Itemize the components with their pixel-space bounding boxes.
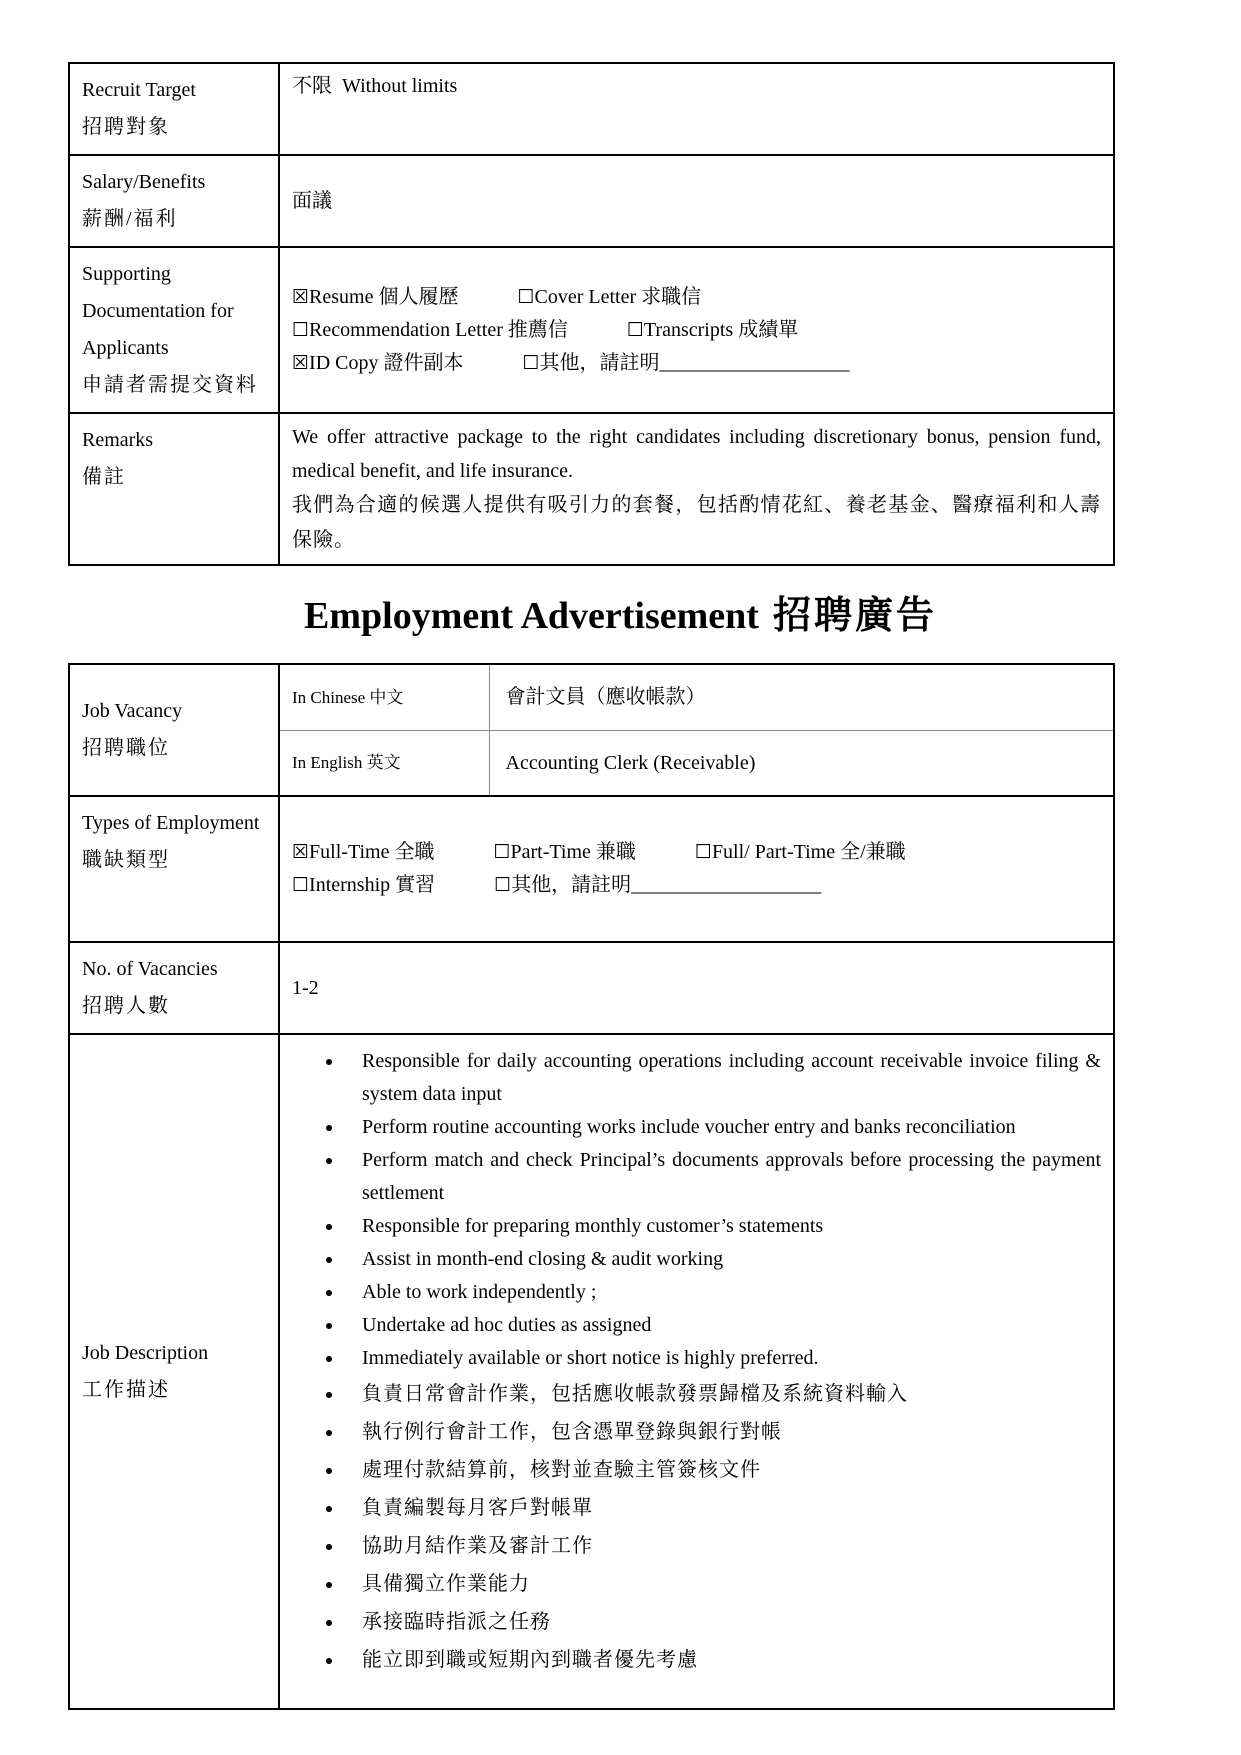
employment-types-options-cell <box>279 796 1114 942</box>
documents-label-zh: 申請者需提交資料 <box>82 374 258 396</box>
job-vacancy-chinese-row <box>69 664 1114 730</box>
job-vacancy-label-en: Job Vacancy <box>82 700 183 723</box>
types-other-checkbox-icon[interactable]: ☐ <box>494 874 512 897</box>
job-bullet-en: • Able to work independently ; <box>344 1276 1101 1309</box>
cover-letter-option-label: Cover Letter 求職信 <box>534 285 702 308</box>
remarks-text-zh: 我們為合適的候選人提供有吸引力的套餐，包括酌情花紅、養老基金、醫療福利和人壽保險。 <box>292 494 1101 551</box>
id-copy-checkbox-icon[interactable]: ☒ <box>292 351 310 374</box>
info-table <box>68 62 1115 566</box>
docs-other-fill-in-line[interactable]: ___________________ <box>659 351 850 374</box>
salary-label <box>69 155 279 247</box>
job-bullet-zh: • 協助月結作業及審計工作 <box>344 1527 1101 1565</box>
recruit-target-value: 不限 Without limits <box>292 75 458 97</box>
option-docs-other <box>523 352 850 374</box>
remarks-label-zh: 備註 <box>82 466 126 488</box>
job-bullet-en: • Immediately available or short notice is highly preferred. <box>344 1342 1101 1375</box>
remarks-label <box>69 413 279 565</box>
recruit-target-row <box>69 63 1114 155</box>
recruit-target-label-zh: 招聘對象 <box>82 116 170 138</box>
option-recommendation <box>292 319 568 341</box>
part-time-checkbox-icon[interactable]: ☐ <box>493 841 511 864</box>
id-copy-option-label: ID Copy 證件副本 <box>309 351 464 374</box>
transcripts-checkbox-icon[interactable]: ☐ <box>626 318 644 341</box>
salary-label-en: Salary/Benefits <box>82 171 206 193</box>
documents-option-line-1 <box>292 281 1101 314</box>
job-bullet-en: • Responsible for daily accounting operations including account receivable invoice filing & system data input <box>344 1045 1101 1111</box>
job-bullet-zh: • 處理付款結算前，核對並查驗主管簽核文件 <box>344 1451 1101 1489</box>
option-cover-letter <box>517 286 701 308</box>
full-time-option-label: Full-Time 全職 <box>309 841 435 864</box>
vacancies-value: 1-2 <box>292 976 319 999</box>
job-bullet-en: • Perform match and check Principal’s documents approvals before processing the payment settlement <box>344 1144 1101 1210</box>
salary-label-zh: 薪酬/福利 <box>82 208 178 230</box>
job-vacancy-label-zh: 招聘職位 <box>82 737 170 760</box>
resume-checkbox-icon[interactable]: ☒ <box>292 285 310 308</box>
job-bullet-en: • Assist in month-end closing & audit working <box>344 1243 1101 1276</box>
remarks-text-en: We offer attractive package to the right candidates including discretionary bonus, pension fund, medical benefit, and life insurance. <box>292 426 1101 482</box>
option-resume <box>292 286 458 308</box>
types-other-option-label: 其他，請註明 <box>511 874 632 897</box>
remarks-value-cell <box>279 413 1114 565</box>
vacancies-row <box>69 942 1114 1034</box>
documents-option-line-2 <box>292 314 1101 347</box>
option-types-other <box>494 874 821 896</box>
part-time-option-label: Part-Time 兼職 <box>510 841 636 864</box>
employment-types-row <box>69 796 1114 942</box>
recommendation-option-label: Recommendation Letter 推薦信 <box>309 318 568 341</box>
job-bullet-en: • Perform routine accounting works include voucher entry and banks reconciliation <box>344 1111 1101 1144</box>
documents-options-cell <box>279 247 1114 413</box>
job-bullet-zh: • 具備獨立作業能力 <box>344 1565 1101 1603</box>
job-description-row <box>69 1034 1114 1709</box>
remarks-row <box>69 413 1114 565</box>
job-bullet-zh: • 承接臨時指派之任務 <box>344 1603 1101 1641</box>
job-description-value-cell <box>279 1034 1114 1709</box>
remarks-label-en: Remarks <box>82 429 154 451</box>
full-time-checkbox-icon[interactable]: ☒ <box>292 841 310 864</box>
option-full-time <box>292 841 434 863</box>
job-vacancy-chinese-sublabel: In Chinese 中文 <box>279 664 489 730</box>
full-part-time-checkbox-icon[interactable]: ☐ <box>694 841 712 864</box>
documents-row <box>69 247 1114 413</box>
salary-value: 面議 <box>292 189 332 212</box>
vacancies-label-zh: 招聘人數 <box>82 995 170 1018</box>
docs-other-checkbox-icon[interactable]: ☐ <box>522 351 540 374</box>
employment-types-line-1 <box>292 836 1101 869</box>
job-vacancy-label <box>69 664 279 796</box>
recruit-target-value-cell <box>279 63 1114 155</box>
recruit-target-label-en: Recruit Target <box>82 79 196 101</box>
job-vacancy-english-value: Accounting Clerk (Receivable) <box>489 730 1114 796</box>
vacancies-label <box>69 942 279 1034</box>
advertisement-table <box>68 663 1115 1710</box>
job-description-label-en: Job Description <box>82 1341 209 1364</box>
resume-option-label: Resume 個人履歷 <box>309 285 459 308</box>
salary-row <box>69 155 1114 247</box>
vacancies-value-cell <box>279 942 1114 1034</box>
transcripts-option-label: Transcripts 成績單 <box>643 318 799 341</box>
option-id-copy <box>292 352 464 374</box>
documents-label-en: Supporting Documentation for Applicants <box>82 263 234 359</box>
job-bullet-en: • Undertake ad hoc duties as assigned <box>344 1309 1101 1342</box>
vacancies-label-en: No. of Vacancies <box>82 958 218 981</box>
docs-other-option-label: 其他，請註明 <box>539 351 660 374</box>
job-vacancy-english-sublabel: In English 英文 <box>279 730 489 796</box>
job-bullet-zh: • 負責編製每月客戶對帳單 <box>344 1489 1101 1527</box>
document-title-zh: 招聘廣告 <box>772 595 937 637</box>
types-other-fill-in-line[interactable]: ___________________ <box>631 874 822 897</box>
job-description-bullet-list <box>292 1045 1101 1679</box>
salary-value-cell <box>279 155 1114 247</box>
option-internship <box>292 874 435 896</box>
recommendation-checkbox-icon[interactable]: ☐ <box>292 318 310 341</box>
full-part-time-option-label: Full/ Part-Time 全/兼職 <box>711 841 906 864</box>
employment-types-line-2 <box>292 869 1101 902</box>
job-description-label-zh: 工作描述 <box>82 1378 170 1401</box>
internship-option-label: Internship 實習 <box>309 874 436 897</box>
job-vacancy-chinese-value: 會計文員（應收帳款） <box>489 664 1114 730</box>
job-bullet-zh: • 負責日常會計作業，包括應收帳款發票歸檔及系統資料輸入 <box>344 1375 1101 1413</box>
document-title-en: Employment Advertisement <box>304 595 759 637</box>
job-bullet-zh: • 能立即到職或短期內到職者優先考慮 <box>344 1641 1101 1679</box>
employment-types-label <box>69 796 279 942</box>
job-description-label <box>69 1034 279 1709</box>
job-bullet-zh: • 執行例行會計工作，包含憑單登錄與銀行對帳 <box>344 1413 1101 1451</box>
documents-label <box>69 247 279 413</box>
employment-types-label-zh: 職缺類型 <box>82 849 170 872</box>
internship-checkbox-icon[interactable]: ☐ <box>292 874 310 897</box>
cover-letter-checkbox-icon[interactable]: ☐ <box>517 285 535 308</box>
option-transcripts <box>627 319 798 341</box>
documents-option-line-3 <box>292 347 1101 380</box>
option-part-time <box>493 841 635 863</box>
option-full-part-time <box>695 841 906 863</box>
job-bullet-en: • Responsible for preparing monthly customer’s statements <box>344 1210 1101 1243</box>
recruit-target-label <box>69 63 279 155</box>
document-title <box>68 592 1173 641</box>
employment-types-label-en: Types of Employment <box>82 812 260 835</box>
